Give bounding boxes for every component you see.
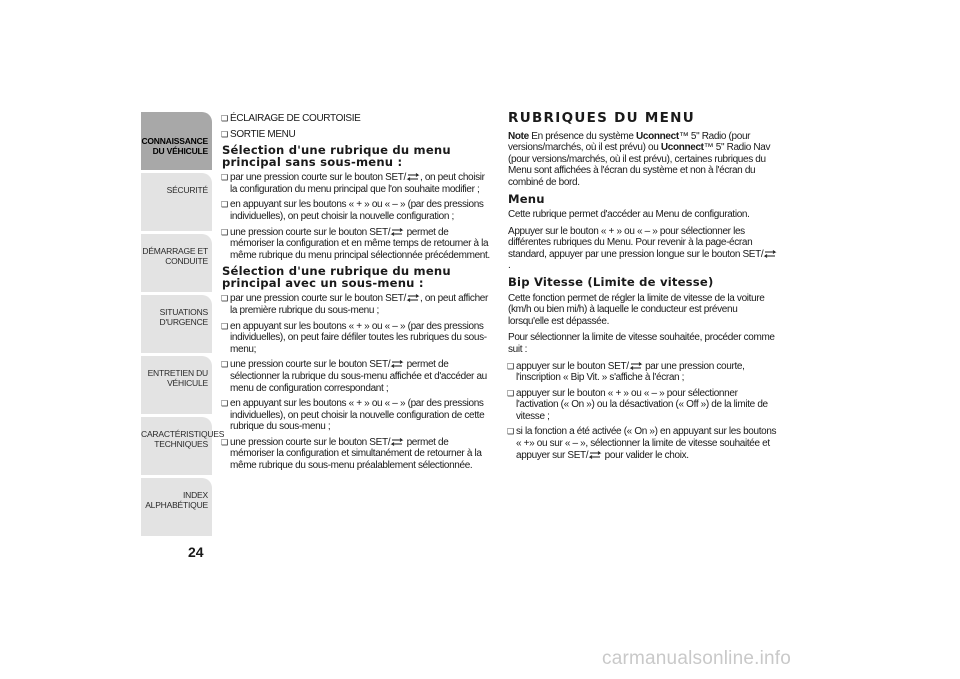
list-item: ❑ appuyer sur le bouton SET/ par une pression courte, l'inscription « Bip Vit. » s'affiche à l'écran ; xyxy=(508,361,780,384)
tab-entretien-du-vehicule[interactable]: ENTRETIEN DU VÉHICULE xyxy=(141,356,212,414)
paragraph: Appuyer sur le bouton « + » ou « – » pour sélectionner les différentes rubriques du Menu. Pour revenir à la page-écran standard, appuyer par une pression longue sur le bouton SET/ . xyxy=(508,226,780,272)
list-item: ❑ si la fonction a été activée (« On ») en appuyant sur les boutons « +» ou sur « – », sélectionner la limite de vitesse souhaitée et appuyer sur SET/ pour valider le choix. xyxy=(508,426,780,461)
note-paragraph: Note En présence du système Uconnect™ 5" Radio (pour versions/marchés, où il est prévu) ou Uconnect™ 5" Radio Nav (pour versions/marchés, où il est prévu), certaines rubriques du Menu sont affichées à l'écran du système et non à l'écran du combiné de bord. xyxy=(508,130,771,188)
return-arrow-icon xyxy=(390,228,404,236)
list-item: ❑ une pression courte sur le bouton SET/ permet de mémoriser la configuration et simultanément de retourner à la même rubrique du sous-menu préalablement sélectionnée. xyxy=(222,437,494,472)
return-arrow-icon xyxy=(390,360,404,368)
paragraph: Cette fonction permet de régler la limite de vitesse de la voiture (km/h ou bien mi/h) à laquelle le conducteur est prévenu lorsqu'elle est dépassée. xyxy=(508,292,765,327)
return-arrow-icon xyxy=(390,438,404,446)
watermark: carmanualsonline.info xyxy=(602,648,792,669)
list-item: ❑ SORTIE MENU xyxy=(222,129,494,141)
tab-connaissance-du-vehicule[interactable]: CONNAISSANCE DU VÉHICULE xyxy=(141,112,212,170)
paragraph: Pour sélectionner la limite de vitesse souhaitée, procéder comme suit : xyxy=(508,332,775,355)
chapter-sidebar xyxy=(141,112,225,539)
tab-caracteristiques-techniques[interactable]: CARACTÉRISTIQUES TECHNIQUES xyxy=(141,417,212,475)
return-arrow-icon xyxy=(629,362,643,370)
list-item: ❑ par une pression courte sur le bouton SET/ , on peut choisir la configuration du menu principal que l'on souhaite modifier ; xyxy=(222,172,494,195)
tab-demarrage-et-conduite[interactable]: DÉMARRAGE ET CONDUITE xyxy=(141,234,212,292)
brand-name: Uconnect xyxy=(660,142,704,154)
tab-situations-d-urgence[interactable]: SITUATIONS D'URGENCE xyxy=(141,295,212,353)
section-heading: Menu xyxy=(508,191,545,206)
section-heading: Sélection d'une rubrique du menu principal avec un sous-menu : xyxy=(222,264,451,290)
list-item: ❑ en appuyant sur les boutons « + » ou « – » (par des pressions individuelles), on peut choisir la nouvelle configuration de cette rubrique du sous-menu ; xyxy=(222,398,494,433)
page-title: RUBRIQUES DU MENU xyxy=(508,110,696,126)
return-arrow-icon xyxy=(588,451,602,459)
return-arrow-icon xyxy=(763,250,777,258)
list-item: ❑ appuyer sur le bouton « + » ou « – » pour sélectionner l'activation (« On ») ou la désactivation (« Off ») de la limite de vitesse ; xyxy=(508,388,780,423)
list-item: ❑ en appuyant sur les boutons « + » ou « – » (par des pressions individuelles), on peut faire défiler toutes les rubriques du sous-menu; xyxy=(222,321,494,356)
list-item: ❑ une pression courte sur le bouton SET/ permet de mémoriser la configuration et en même temps de retourner à la même rubrique du menu principal sélectionnée précédemment. xyxy=(222,227,494,262)
return-arrow-icon xyxy=(406,173,420,181)
list-item: ❑ par une pression courte sur le bouton SET/ , on peut afficher la première rubrique du sous-menu ; xyxy=(222,293,494,316)
left-column xyxy=(222,113,494,476)
list-item: ❑ ÉCLAIRAGE DE COURTOISIE xyxy=(222,113,494,125)
tab-index-alphabetique[interactable]: INDEX ALPHABÉTIQUE xyxy=(141,478,212,536)
note-label: Note xyxy=(508,130,529,142)
return-arrow-icon xyxy=(406,294,420,302)
brand-name: Uconnect xyxy=(636,130,679,142)
tab-securite[interactable]: SÉCURITÉ xyxy=(141,173,212,231)
list-item: ❑ en appuyant sur les boutons « + » ou « – » (par des pressions individuelles), on peut choisir la nouvelle configuration ; xyxy=(222,199,494,222)
page-number: 24 xyxy=(188,544,204,560)
list-item: ❑ une pression courte sur le bouton SET/ permet de sélectionner la rubrique du sous-menu affichée et d'accéder au menu de configuration correspondant ; xyxy=(222,359,494,394)
paragraph: Cette rubrique permet d'accéder au Menu de configuration. xyxy=(508,209,750,221)
section-heading: Sélection d'une rubrique du menu principal sans sous-menu : xyxy=(222,143,451,169)
section-heading: Bip Vitesse (Limite de vitesse) xyxy=(508,275,714,290)
right-column xyxy=(508,110,780,465)
